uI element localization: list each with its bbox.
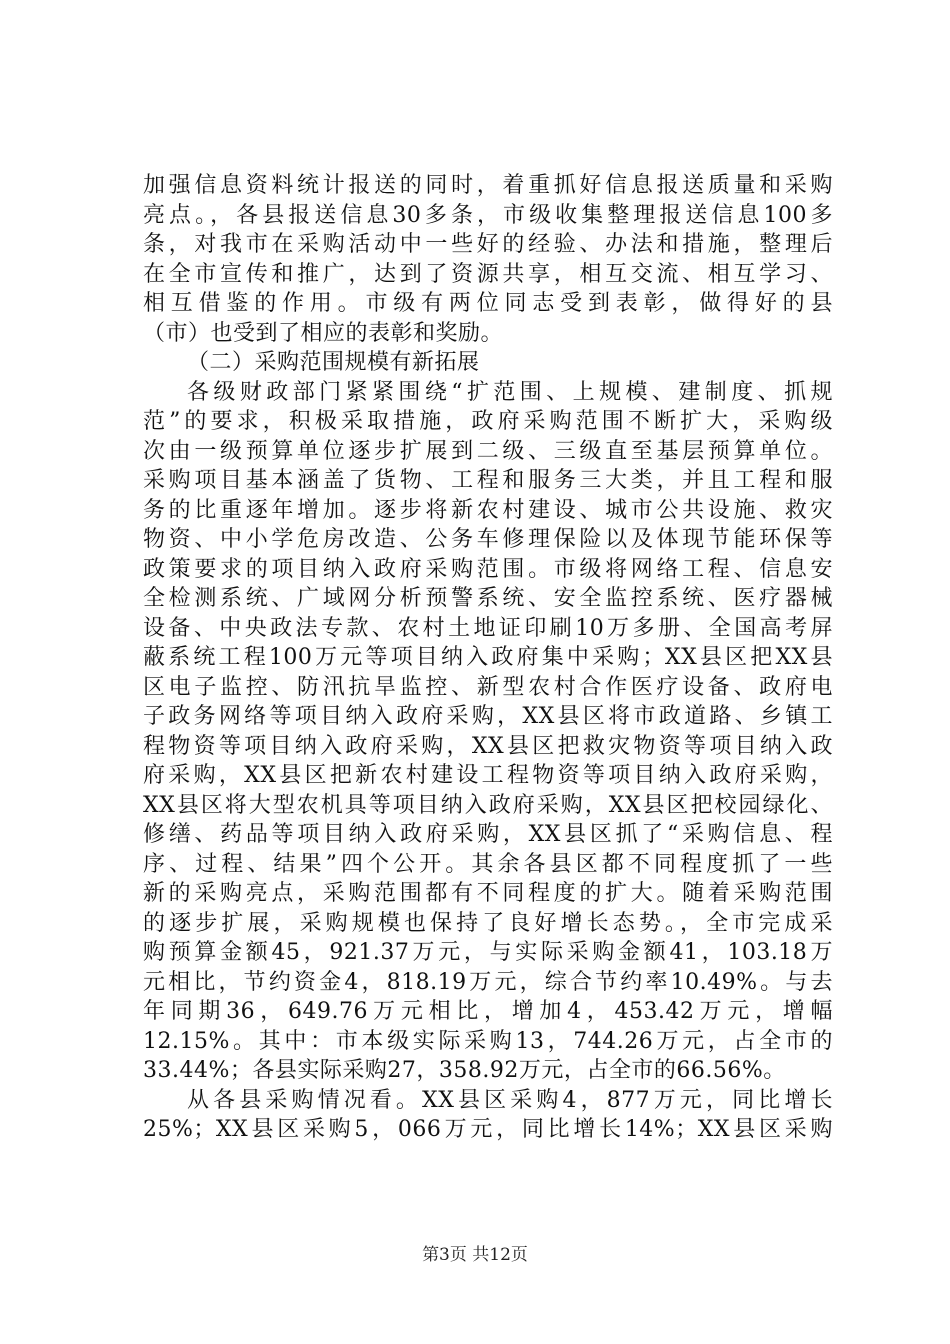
text-line: 次由一级预算单位逐步扩展到二级、三级直至基层预算单位。	[143, 438, 833, 464]
text-line: 25%；XX县区采购5，066万元，同比增长14%；XX县区采购	[143, 1117, 833, 1142]
text-line: 相互借鉴的作用。市级有两位同志受到表彰，做得好的县	[143, 291, 833, 316]
text-line: 12.15%。其中：市本级实际采购13，744.26万元，占全市的	[143, 1028, 833, 1054]
text-line: 的逐步扩展，采购规模也保持了良好增长态势。，全市完成采	[143, 910, 833, 936]
text-line: 年同期36，649.76万元相比，增加4，453.42万元，增幅	[143, 999, 833, 1024]
text-line: 加强信息资料统计报送的同时，着重抓好信息报送质量和采购	[143, 173, 833, 198]
text-line: 范”的要求，积极采取措施，政府采购范围不断扩大，采购级	[143, 409, 833, 434]
text-line: 元相比，节约资金4，818.19万元，综合节约率10.49%。与去	[143, 969, 833, 995]
text-line: 采购项目基本涵盖了货物、工程和服务三大类，并且工程和服	[143, 468, 833, 493]
text-line: 序、过程、结果”四个公开。其余各县区都不同程度抓了一些	[143, 851, 833, 877]
text-line: 府采购，XX县区把新农村建设工程物资等项目纳入政府采购，	[143, 763, 833, 788]
text-line: 修缮、药品等项目纳入政府采购，XX县区抓了“采购信息、程	[143, 822, 833, 847]
text-line: 设备、中央政法专款、农村土地证印刷10万多册、全国高考屏	[143, 615, 833, 641]
text-line: 购预算金额45，921.37万元，与实际采购金额41，103.18万	[143, 940, 833, 965]
text-line: 区电子监控、防汛抗旱监控、新型农村合作医疗设备、政府电	[143, 674, 833, 700]
text-line: 物资、中小学危房改造、公务车修理保险以及体现节能环保等	[143, 527, 833, 552]
text-line: 子政务网络等项目纳入政府采购，XX县区将市政道路、乡镇工	[143, 704, 833, 729]
section-heading: （二）采购范围规模有新拓展	[187, 350, 480, 375]
text-line: 政策要求的项目纳入政府采购范围。市级将网络工程、信息安	[143, 556, 833, 582]
text-line: 程物资等项目纳入政府采购，XX县区把救灾物资等项目纳入政	[143, 733, 833, 759]
page-footer: 第3页 共12页	[422, 1245, 528, 1265]
text-line: 各级财政部门紧紧围绕“扩范围、上规模、建制度、抓规	[187, 379, 833, 405]
text-line: 33.44%；各县实际采购27，358.92万元，占全市的66.56%。	[143, 1058, 786, 1083]
text-line: 条，对我市在采购活动中一些好的经验、办法和措施，整理后	[143, 232, 833, 257]
text-line: 从各县采购情况看。XX县区采购4，877万元，同比增长	[187, 1087, 833, 1113]
text-line: 全检测系统、广域网分析预警系统、安全监控系统、医疗器械	[143, 586, 833, 611]
text-line: 新的采购亮点，采购范围都有不同程度的扩大。随着采购范围	[143, 881, 833, 906]
text-line: （市）也受到了相应的表彰和奖励。	[143, 320, 504, 346]
text-line: 务的比重逐年增加。逐步将新农村建设、城市公共设施、救灾	[143, 497, 833, 523]
text-line: 亮点。，各县报送信息30多条，市级收集整理报送信息100多	[143, 202, 833, 228]
text-line: XX县区将大型农机具等项目纳入政府采购，XX县区把校园绿化、	[143, 792, 833, 818]
text-line: 蔽系统工程100万元等项目纳入政府集中采购；XX县区把XX县	[143, 645, 833, 670]
text-line: 在全市宣传和推广，达到了资源共享，相互交流、相互学习、	[143, 261, 833, 287]
document-body	[143, 171, 833, 1145]
